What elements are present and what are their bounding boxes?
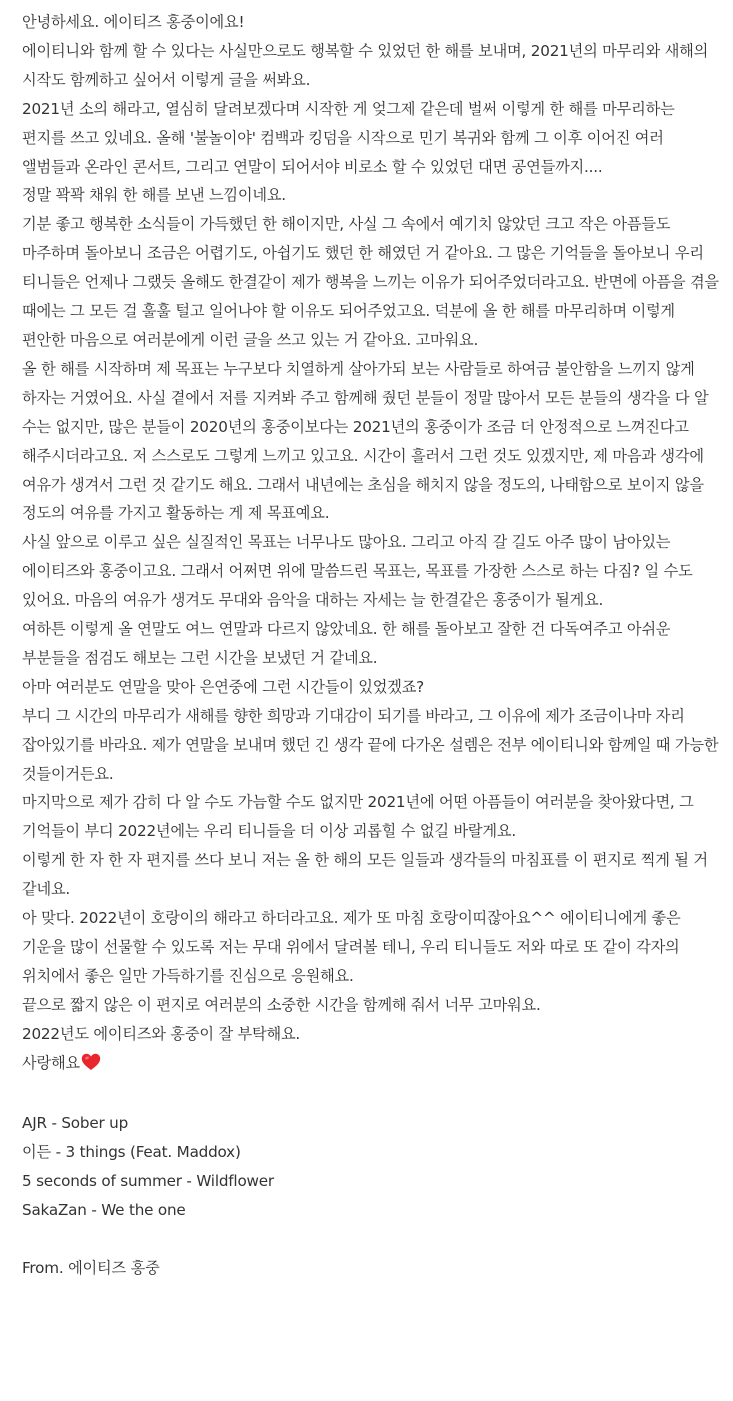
letter-paragraph: 아마 여러분도 연말을 맞아 은연중에 그런 시간들이 있었겠죠? <box>22 677 425 696</box>
letter-paragraph: 아 맞다. 2022년이 호랑이의 해라고 하더라고요. 제가 또 마침 호랑이띠잖아요^^ 에이티니에게 좋은 기운을 많이 선물할 수 있도록 저는 무대 위에서 달려볼 테니, 우리 티니들도 저와 따로 또 같이 각자의 위치에서 좋은 일만 가득하기를 진심으로 응원해요. <box>22 909 681 985</box>
closing-text: 사랑해요 <box>22 1053 80 1072</box>
letter-paragraph: 끝으로 짧지 않은 이 편지로 여러분의 소중한 시간을 함께해 줘서 너무 고마워요. <box>22 995 541 1014</box>
song-item: AJR - Sober up <box>22 1114 129 1133</box>
song-item: 5 seconds of summer - Wildflower <box>22 1172 274 1191</box>
letter-paragraph: 마지막으로 제가 감히 다 알 수도 가늠할 수도 없지만 2021년에 어떤 아픔들이 여러분을 찾아왔다면, 그 기억들이 부디 2022년에는 우리 티니들을 더 이상 괴롭힐 수 없길 바랄게요. <box>22 793 694 841</box>
letter-paragraph: 정말 꽉꽉 채워 한 해를 보낸 느낌이네요. <box>22 186 286 205</box>
letter-paragraph: 에이티니와 함께 할 수 있다는 사실만으로도 행복할 수 있었던 한 해를 보내며, 2021년의 마무리와 새해의 시작도 함께하고 싶어서 이렇게 글을 써봐요. <box>22 41 709 89</box>
spacer <box>22 1081 722 1110</box>
letter-body <box>22 8 722 1283</box>
heart-icon <box>81 1052 101 1081</box>
signature: From. 에이티즈 홍중 <box>22 1258 160 1277</box>
letter-paragraph: 올 한 해를 시작하며 제 목표는 누구보다 치열하게 살아가되 보는 사람들로 하여금 불안함을 느끼지 않게 하자는 거였어요. 사실 곁에서 저를 지켜봐 주고 함께해 줬던 분들이 정말 많아서 모든 분들의 생각을 다 알 수는 없지만, 많은 분들이 2020년의 홍중이보다는 2021년의 홍중이가 조금 더 안정적으로 느껴진다고 해주시더라고요. 저 스스로도 그렇게 느끼고 있고요. 시간이 흘러서 그런 것도 있겠지만, 제 마음과 생각에 여유가 생겨서 그런 것 같기도 해요. 그래서 내년에는 초심을 해치지 않을 정도의, 나태함으로 보이지 않을 정도의 여유를 가지고 활동하는 게 제 목표예요. <box>22 359 709 523</box>
song-item: SakaZan - We the one <box>22 1201 186 1220</box>
spacer <box>22 1225 722 1254</box>
song-item: 이든 - 3 things (Feat. Maddox) <box>22 1143 241 1162</box>
letter-paragraph: 여하튼 이렇게 올 연말도 여느 연말과 다르지 않았네요. 한 해를 돌아보고 잘한 건 다독여주고 아쉬운 부분들을 점검도 해보는 그런 시간을 보냈던 거 같네요. <box>22 620 671 667</box>
letter-paragraph: 2022년도 에이티즈와 홍중이 잘 부탁해요. <box>22 1024 301 1043</box>
letter-paragraph: 이렇게 한 자 한 자 편지를 쓰다 보니 저는 올 한 해의 모든 일들과 생각들의 마침표를 이 편지로 찍게 될 거 같네요. <box>22 851 708 899</box>
letter-paragraph: 사실 앞으로 이루고 싶은 실질적인 목표는 너무나도 많아요. 그리고 아직 갈 길도 아주 많이 남아있는 에이티즈와 홍중이고요. 그래서 어쩌면 위에 말씀드린 목표는, 목표를 가장한 스스로 하는 다짐? 일 수도 있어요. 마음의 여유가 생겨도 무대와 음악을 대하는 자세는 늘 한결같은 홍중이가 될게요. <box>22 533 693 610</box>
closing-line <box>22 1049 722 1081</box>
letter-paragraph: 기분 좋고 행복한 소식들이 가득했던 한 해이지만, 사실 그 속에서 예기치 않았던 크고 작은 아픔들도 마주하며 돌아보니 조금은 어렵기도, 아쉽기도 했던 한 해였던 거 같아요. 그 많은 기억들을 돌아보니 우리 티니들은 언제나 그랬듯 올해도 한결같이 제가 행복을 느끼는 이유가 되어주었더라고요. 반면에 아픔을 겪을 때에는 그 모든 걸 훌훌 털고 일어나야 할 이유도 되어주었고요. 덕분에 올 한 해를 마무리하며 이렇게 편안한 마음으로 여러분에게 이런 글을 쓰고 있는 거 같아요. 고마워요. <box>22 215 719 349</box>
letter-paragraph: 부디 그 시간의 마무리가 새해를 향한 희망과 기대감이 되기를 바라고, 그 이유에 제가 조금이나마 자리 잡아있기를 바라요. 제가 연말을 보내며 했던 긴 생각 끝에 다가온 설렘은 전부 에이티니와 함께일 때 가능한 것들이거든요. <box>22 706 719 783</box>
letter-paragraph: 2021년 소의 해라고, 열심히 달려보겠다며 시작한 게 엊그제 같은데 벌써 이렇게 한 해를 마무리하는 편지를 쓰고 있네요. 올해 '불놀이야' 컴백과 킹덤을 시작으로 민기 복귀와 함께 그 이후 이어진 여러 앨범들과 온라인 콘서트, 그리고 연말이 되어서야 비로소 할 수 있었던 대면 공연들까지.... <box>22 99 675 176</box>
letter-paragraph: 안녕하세요. 에이티즈 홍중이에요! <box>22 13 245 31</box>
